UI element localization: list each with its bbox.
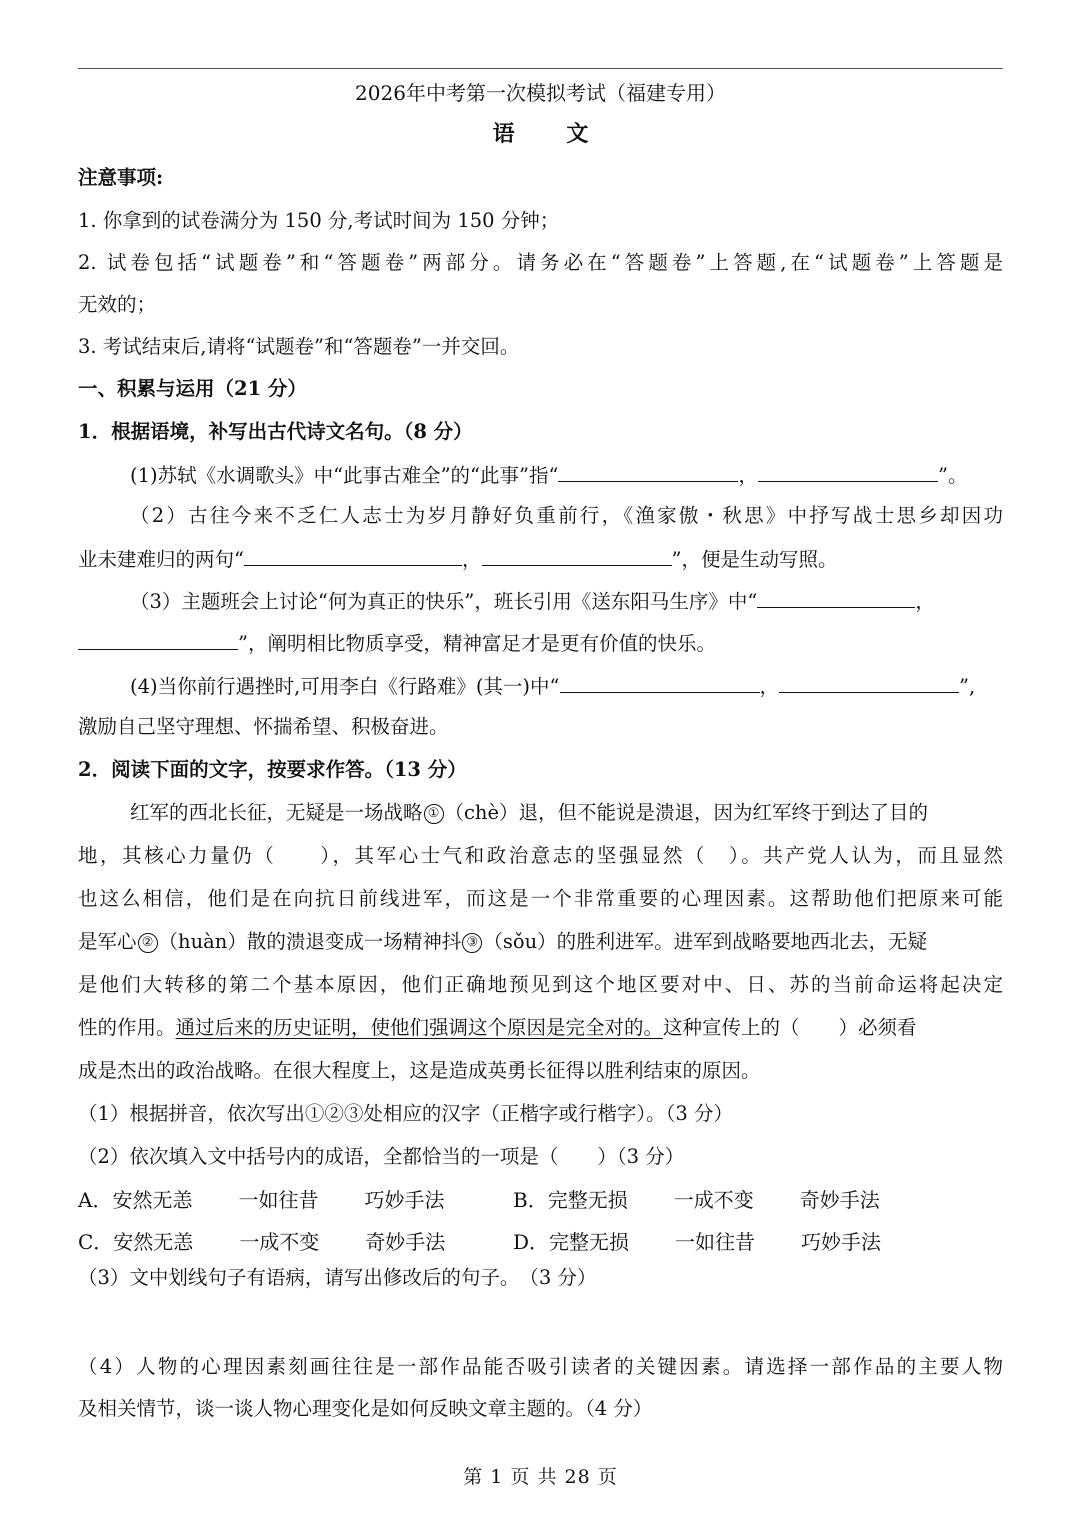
option-d[interactable] — [513, 1229, 881, 1255]
q1-sub4-end: ”, — [959, 675, 976, 698]
blank-marker-2: ② — [138, 933, 158, 953]
q1-sub1-sep: ， — [738, 464, 758, 487]
option-b[interactable] — [513, 1187, 880, 1213]
q2-sub3: （3）文中划线句子有语病，请写出修改后的句子。 （3 分） — [78, 1266, 597, 1289]
q1-sub3-end: ”，阐明相比物质享受，精神富足才是更有价值的快乐。 — [238, 632, 716, 655]
q2-sub2: （2）依次填入文中括号内的成语，全都恰当的一项是（ ）（3 分） — [78, 1145, 685, 1168]
option-c-w2: 一成不变 — [239, 1230, 320, 1254]
option-b-w2: 一成不变 — [673, 1188, 754, 1212]
passage-line-6 — [78, 1015, 1003, 1041]
page-footer: 第 1 页 共 28 页 — [463, 1466, 618, 1488]
option-b-w3: 奇妙手法 — [799, 1188, 880, 1212]
passage-text: 红军的西北长征，无疑是一场战略 — [130, 801, 423, 824]
option-c-w3: 奇妙手法 — [365, 1230, 446, 1254]
passage-line-4 — [78, 929, 1003, 955]
blank-marker-1: ① — [424, 804, 444, 824]
passage-text: 性的作用。 — [78, 1016, 176, 1039]
blank-marker-3: ③ — [462, 933, 482, 953]
option-b-w1: B．完整无损 — [513, 1188, 628, 1212]
q1-sub2-cont — [78, 545, 1003, 573]
underlined-sentence: 通过后来的历史证明，使他们强调这个原因是完全对的。 — [175, 1016, 664, 1039]
option-a-w2: 一如往昔 — [238, 1188, 319, 1212]
q2-sub4-cont: 及相关情节，谈一谈人物心理变化是如何反映文章主题的。（4 分） — [78, 1397, 653, 1420]
q1-sub1 — [78, 461, 1003, 489]
option-a-w1: A．安然无恙 — [78, 1188, 193, 1212]
passage-line-2: 地，其核心力量仍（ ），其军心士气和政治意志的坚强显然（ ）。共产党人认为，而且显然 — [78, 844, 1003, 867]
passage-line-7: 成是杰出的政治战略。在很大程度上，这是造成英勇长征得以胜利结束的原因。 — [78, 1059, 761, 1082]
passage-line-5: 是他们大转移的第二个基本原因，他们正确地预见到这个地区要对中、日、苏的当前命运将起决定 — [78, 973, 1003, 996]
q1-sub4 — [78, 672, 1003, 700]
q2-sub1: （1）根据拼音，依次写出①②③处相应的汉字（正楷字或行楷字）。（3 分） — [78, 1102, 734, 1125]
notice-item-2-cont: 无效的； — [78, 293, 157, 316]
q1-sub4-text: (4)当你前行遇挫时,可用李白《行路难》(其一)中“ — [130, 675, 560, 698]
q1-sub2-end: ”，便是生动写照。 — [671, 548, 838, 571]
header-rule — [78, 68, 1003, 69]
passage-text: （sǒu）的胜利进军。进军到战略要地西北去，无疑 — [483, 930, 928, 953]
q1-sub1-end: ”。 — [937, 464, 968, 487]
q1-sub2: （2）古往今来不乏仁人志士为岁月静好负重前行，《渔家傲・秋思》中抒写战士思乡却因功 — [130, 504, 1003, 527]
notice-item-1: 1. 你拿到的试卷满分为 150 分,考试时间为 150 分钟； — [78, 209, 560, 232]
q1-sub2-text: 业未建难归的两句“ — [78, 548, 244, 571]
passage-text: （huàn）散的溃退变成一场精神抖 — [158, 930, 462, 953]
answer-blank[interactable] — [757, 587, 915, 608]
answer-blank[interactable] — [482, 545, 672, 566]
passage-text: （chè）退，但不能说是溃退，因为红军终于到达了目的 — [444, 801, 929, 824]
answer-blank[interactable] — [244, 545, 462, 566]
q1-sub1-text: (1)苏轼《水调歌头》中“此事古难全”的“此事”指“ — [130, 464, 559, 487]
subject-title: 语 文 — [492, 121, 611, 147]
answer-blank[interactable] — [558, 461, 738, 482]
answer-blank[interactable] — [78, 629, 238, 650]
q1-sub4-cont: 激励自己坚守理想、怀揣希望、积极奋进。 — [78, 715, 449, 738]
notice-item-3: 3. 考试结束后,请将“试题卷”和“答题卷”一并交回。 — [78, 335, 520, 358]
section-1-heading: 一、积累与运用（21 分） — [78, 377, 307, 400]
question-2-heading: 2．阅读下面的文字，按要求作答。（13 分） — [78, 758, 467, 781]
q1-sub4-sep: ， — [759, 675, 780, 698]
option-c[interactable] — [78, 1229, 445, 1255]
exam-title: 2026年中考第一次模拟考试（福建专用） — [355, 81, 726, 105]
passage-text: 是军心 — [78, 930, 137, 953]
option-d-w1: D．完整无损 — [513, 1230, 630, 1254]
option-d-w3: 巧妙手法 — [801, 1230, 882, 1254]
passage-text: 这种宣传上的（ ）必须看 — [663, 1016, 917, 1039]
q1-sub3-sep: ， — [915, 590, 935, 613]
q1-sub3-cont — [78, 629, 1003, 657]
option-a-w3: 巧妙手法 — [364, 1188, 445, 1212]
q2-sub4: （4）人物的心理因素刻画往往是一部作品能否吸引读者的关键因素。请选择一部作品的主要人物 — [78, 1355, 1003, 1378]
q1-sub3 — [78, 587, 1003, 615]
answer-blank[interactable] — [758, 461, 938, 482]
notice-heading: 注意事项: — [78, 166, 164, 189]
q1-sub3-text: （3）主题班会上讨论“何为真正的快乐”，班长引用《送东阳马生序》中“ — [130, 590, 758, 613]
passage-line-1 — [78, 800, 1003, 826]
notice-item-2: 2. 试卷包括“试题卷”和“答题卷”两部分。请务必在“答题卷”上答题,在“试题卷”上答题是 — [78, 251, 1003, 274]
q1-sub2-sep: ， — [461, 548, 482, 571]
option-d-w2: 一如往昔 — [675, 1230, 756, 1254]
option-a[interactable] — [78, 1187, 444, 1213]
option-c-w1: C．安然无恙 — [78, 1230, 194, 1254]
passage-line-3: 也这么相信，他们是在向抗日前线进军，而这是一个非常重要的心理因素。这帮助他们把原来可能 — [78, 887, 1003, 910]
answer-blank[interactable] — [560, 672, 760, 693]
question-1-heading: 1．根据语境，补写出古代诗文名句。（8 分） — [78, 420, 473, 443]
answer-blank[interactable] — [779, 672, 959, 693]
